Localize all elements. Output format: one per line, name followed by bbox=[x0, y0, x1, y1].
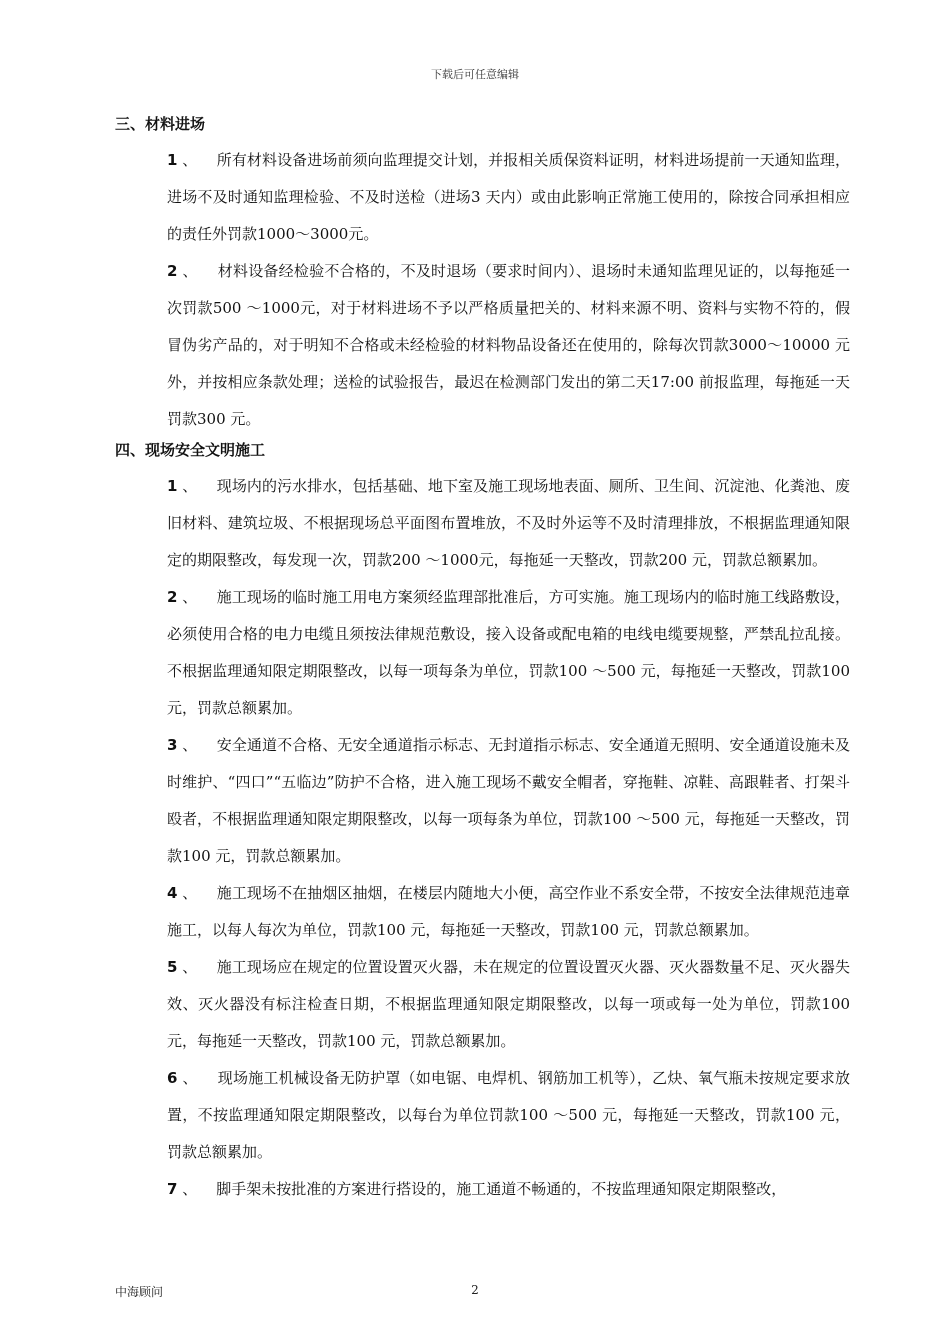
page-header: 下载后可任意编辑 bbox=[431, 68, 519, 81]
item-text: 施工现场不在抽烟区抽烟，在楼层内随地大小便，高空作业不系安全带，不按安全法律规范违章施工，以每人每次为单位，罚款100 元，每拖延一天整改，罚款100 元，罚款总额累加。 bbox=[167, 884, 850, 939]
item-text: 安全通道不合格、无安全通道指示标志、无封道指示标志、安全通道无照明、安全通道设施未及时维护、“四口”“五临边”防护不合格，进入施工现场不戴安全帽者，穿拖鞋、凉鞋、高跟鞋者、打架斗殴者，不根据监理通知限定期限整改，以每一项每条为单位，罚款100 ～500 元，每拖延一天整改，罚款100 元，罚款总额累加。 bbox=[167, 736, 850, 865]
item-text: 施工现场应在规定的位置设置灭火器，未在规定的位置设置灭火器、灭火器数量不足、灭火器失效、灭火器没有标注检查日期，不根据监理通知限定期限整改，以每一项或每一处为单位，罚款100 元，每拖延一天整改，罚款100 元，罚款总额累加。 bbox=[167, 958, 850, 1050]
item-separator: 、 bbox=[177, 477, 198, 495]
item-number: 1 bbox=[167, 151, 178, 169]
item-separator: 、 bbox=[177, 958, 198, 976]
item-text: 现场施工机械设备无防护罩（如电锯、电焊机、钢筋加工机等），乙炔、氧气瓶未按规定要求放置，不按监理通知限定期限整改，以每台为单位罚款100 ～500 元，每拖延一天整改，罚款100 元，罚款总额累加。 bbox=[167, 1069, 850, 1161]
item-number: 4 bbox=[167, 884, 178, 902]
item-number: 1 bbox=[167, 477, 178, 495]
item-separator: 、 bbox=[177, 262, 198, 280]
footer-company: 中海顾问 bbox=[115, 1285, 164, 1299]
item-number: 5 bbox=[167, 958, 178, 976]
list-item bbox=[115, 875, 850, 949]
item-separator: 、 bbox=[177, 884, 198, 902]
list-item bbox=[115, 949, 850, 1060]
item-separator: 、 bbox=[177, 151, 198, 169]
item-separator: 、 bbox=[177, 588, 198, 606]
list-item bbox=[115, 727, 850, 875]
item-text: 现场内的污水排水，包括基础、地下室及施工现场地表面、厕所、卫生间、沉淀池、化粪池、废旧材料、建筑垃圾、不根据现场总平面图布置堆放，不及时外运等不及时清理排放，不根据监理通知限定的期限整改，每发现一次，罚款200 ～1000元，每拖延一天整改，罚款200 元，罚款总额累加。 bbox=[167, 477, 850, 569]
item-text: 施工现场的临时施工用电方案须经监理部批准后，方可实施。施工现场内的临时施工线路敷设，必须使用合格的电力电缆且须按法律规范敷设，接入设备或配电箱的电线电缆要规整，严禁乱拉乱接。不根据监理通知限定期限整改，以每一项每条为单位，罚款100 ～500 元，每拖延一天整改，罚款100 元，罚款总额累加。 bbox=[167, 588, 850, 717]
document-body bbox=[115, 112, 850, 1208]
item-number: 6 bbox=[167, 1069, 178, 1087]
list-item bbox=[115, 468, 850, 579]
item-text: 脚手架未按批准的方案进行搭设的，施工通道不畅通的，不按监理通知限定期限整改， bbox=[216, 1180, 787, 1198]
section-title: 四、现场安全文明施工 bbox=[115, 441, 266, 459]
list-item bbox=[115, 579, 850, 727]
item-number: 2 bbox=[167, 262, 178, 280]
item-separator: 、 bbox=[177, 736, 198, 754]
item-number: 3 bbox=[167, 736, 178, 754]
item-number: 7 bbox=[167, 1180, 178, 1198]
item-separator: 、 bbox=[177, 1069, 198, 1087]
page-number: 2 bbox=[471, 1283, 479, 1297]
list-item bbox=[115, 253, 850, 438]
item-number: 2 bbox=[167, 588, 178, 606]
list-item bbox=[115, 1171, 850, 1208]
list-item bbox=[115, 1060, 850, 1171]
section-title: 三、材料进场 bbox=[115, 115, 206, 133]
item-separator: 、 bbox=[177, 1180, 198, 1198]
item-text: 材料设备经检验不合格的，不及时退场（要求时间内）、退场时未通知监理见证的，以每拖延一次罚款500 ～1000元，对于材料进场不予以严格质量把关的、材料来源不明、资料与实物不符的，假冒伪劣产品的，对于明知不合格或未经检验的材料物品设备还在使用的，除每次罚款3000～10000 元外，并按相应条款处理；送检的试验报告，最迟在检测部门发出的第二天17:00 前报监理，每拖延一天罚款300 元。 bbox=[167, 262, 850, 428]
list-item bbox=[115, 142, 850, 253]
item-text: 所有材料设备进场前须向监理提交计划，并报相关质保资料证明，材料进场提前一天通知监理，进场不及时通知监理检验、不及时送检（进场3 天内）或由此影响正常施工使用的，除按合同承担相应的责任外罚款1000～3000元。 bbox=[167, 151, 850, 243]
